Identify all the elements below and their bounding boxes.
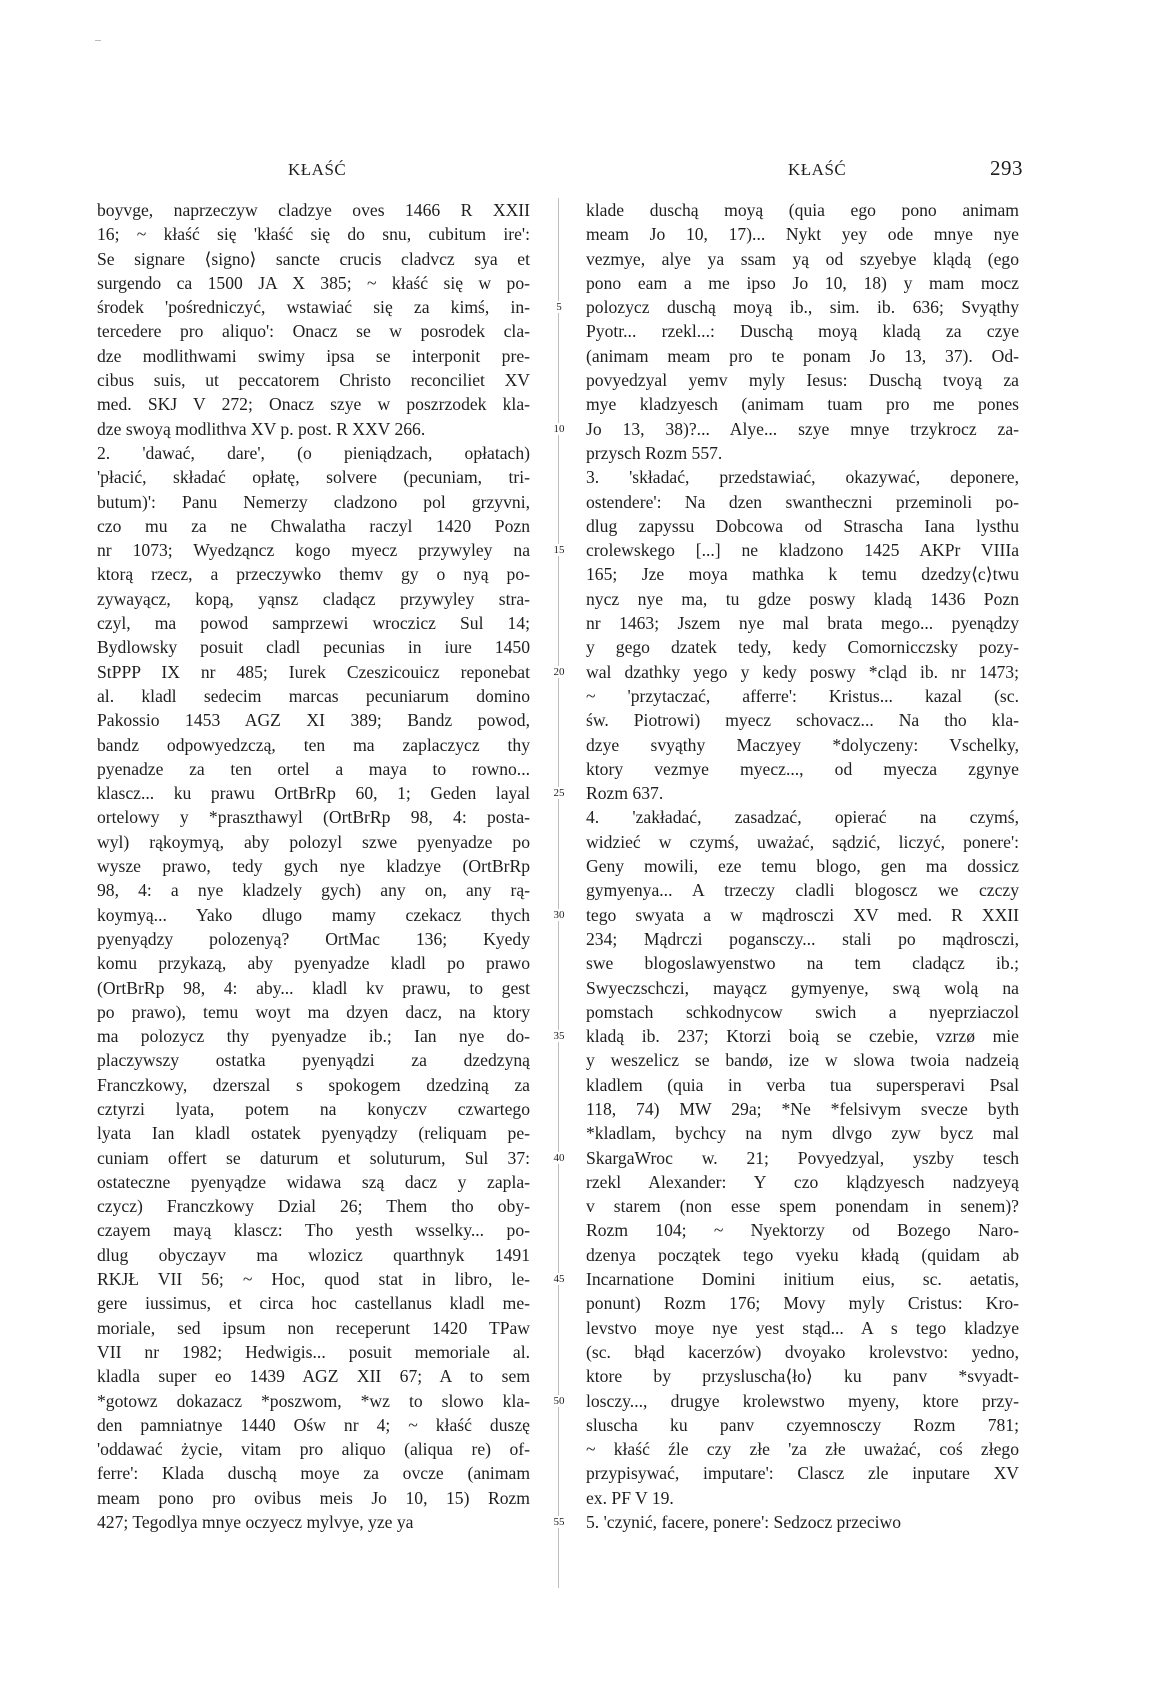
text-line: ~ 'przytaczać, afferre': Kristus... kazal (sc. <box>586 685 1019 706</box>
text-line: ktory vezmye myecz..., od myecza zgynye <box>586 758 1019 779</box>
text-line: kladą ib. 237; Ktorzi boią se czebie, vzrzø mie <box>586 1026 1019 1047</box>
text-line: Swyeczschczi, mayącz gymyenye, swą wolą na <box>586 977 1019 998</box>
text-line: mye kladzyesch (animam tuam pro me pones <box>586 394 1019 415</box>
text-line: meam pono pro ovibus meis Jo 10, 15) Rozm <box>97 1487 530 1508</box>
text-line: swe blogoslawyenstwo na tem cladącz ib.; <box>586 953 1019 974</box>
text-line: klade duschą moyą (quia ego pono animam <box>586 200 1019 220</box>
text-line: levstvo moye nye yest stąd... A s tego kladzye <box>586 1317 1019 1338</box>
text-line: polozycz duschą moyą ib., sim. ib. 636; Svyąthy <box>586 297 1019 318</box>
text-line: (OrtBrRp 98, 4: aby... kladl kv prawu, to gest <box>97 977 530 998</box>
text-line: ma polozycz thy pyenyadze ib.; Ian nye do- <box>97 1026 530 1047</box>
text-line: kladla super eo 1439 AGZ XII 67; A to sem <box>97 1366 530 1387</box>
text-line: Incarnatione Domini initium eius, sc. aetatis, <box>586 1269 1019 1290</box>
text-line: cibus suis, ut peccatorem Christo reconciliet XV <box>97 370 530 391</box>
text-line: ferre': Klada duschą moye za ovcze (animam <box>97 1463 530 1484</box>
line-number: 5 <box>548 301 570 313</box>
text-line: rzekl Alexander: Y czo klądzyesch nadzyeyą <box>586 1171 1019 1192</box>
text-line: pomstach schkodnycow swich a nyeprziaczol <box>586 1001 1019 1022</box>
text-line: ktore by przysluscha⟨ło⟩ ku panv *svyadt- <box>586 1366 1019 1387</box>
left-column <box>97 198 530 1534</box>
text-line: dlug zapyssu Dobcowa od Strascha Iana lysthu <box>586 515 1019 536</box>
text-line: wyl) rąkoymyą, aby polozyl szwe pyenyadze po <box>97 831 530 852</box>
text-line: 'oddawać życie, vitam pro aliquo (aliqua re) of- <box>97 1439 530 1460</box>
text-line: Jo 13, 38)?... Alye... szye mnye trzykrocz za- <box>586 418 1019 439</box>
text-line: sluscha ku panv czyemnosczy Rozm 781; <box>586 1414 1019 1435</box>
running-head-right: KŁAŚĆ <box>788 160 847 179</box>
text-line: butum)': Panu Nemerzy cladzono pol grzyvni, <box>97 491 530 512</box>
scan-mark <box>95 40 101 41</box>
text-line: lyata Ian kladl ostatek pyenyądzy (reliquam pe- <box>97 1123 530 1144</box>
text-line: po prawo), temu woyt ma dzyen dacz, na ktory <box>97 1001 530 1022</box>
text-line: (sc. błąd kacerzów) dvoyako krolevstvo: yedno, <box>586 1341 1019 1362</box>
text-line: dze modlithwami swimy ipsa se interponit pre- <box>97 345 530 366</box>
text-line: ponunt) Rozm 176; Movy myly Cristus: Kro- <box>586 1293 1019 1314</box>
text-line: povyedzyal yemv myly Iesus: Duschą tvoyą za <box>586 370 1019 391</box>
text-line: Bydlowsky posuit cladl pecunias in iure 1450 <box>97 637 530 658</box>
text-line: dze swoyą modlithva XV p. post. R XXV 266. <box>97 418 426 439</box>
text-line: crolewskego [...] ne kladzono 1425 AKPr VIIIa <box>586 540 1019 561</box>
text-line: losczy..., drugye krolewstwo myeny, ktore przy- <box>586 1390 1019 1411</box>
text-line: nr 1073; Wyedząncz kogo myecz przywyley na <box>97 540 530 561</box>
text-line: pyenadze za ten ortel a maya to rowno... <box>97 758 530 779</box>
line-number: 20 <box>548 666 570 678</box>
text-line: 2. 'dawać, dare', (o pieniądzach, opłatach) <box>97 442 530 463</box>
text-line: nr 1463; Jszem nye mal brata mego... pyenądzy <box>586 613 1019 634</box>
text-line: wal dzathky yego y kedy poswy *cląd ib. nr 1473; <box>586 661 1019 682</box>
line-number: 10 <box>548 423 570 435</box>
line-number: 40 <box>548 1152 570 1164</box>
text-line: y gego dzatek tedy, kedy Comornicczsky pozy- <box>586 637 1019 658</box>
text-line: 3. 'składać, przedstawiać, okazywać, deponere, <box>586 467 1019 488</box>
text-line: Franczkowy, dzerszal s spokogem dzedziną za <box>97 1074 530 1095</box>
text-line: gere iussimus, et circa hoc castellanus kladl me- <box>97 1293 530 1314</box>
text-line: tego swyata a w mądrosczi XV med. R XXII <box>586 904 1019 925</box>
text-line: komu przykazą, aby pyenyadze kladl po prawo <box>97 953 530 974</box>
text-line: pyenyądzy polozenyą? OrtMac 136; Kyedy <box>97 928 530 949</box>
text-line: Pakossio 1453 AGZ XI 389; Bandz powod, <box>97 710 530 731</box>
text-line: koymyą... Yako dlugo mamy czekacz thych <box>97 904 530 925</box>
text-line: Rozm 104; ~ Nyektorzy od Bozego Naro- <box>586 1220 1019 1241</box>
text-line: v starem (non esse spem ponendam in senem)? <box>586 1196 1019 1217</box>
line-number: 55 <box>548 1516 570 1528</box>
text-line: przysch Rozm 557. <box>586 442 723 463</box>
text-line: dlug obyczayv ma wlozicz quarthnyk 1491 <box>97 1244 530 1265</box>
text-line: VII nr 1982; Hedwigis... posuit memoriale al. <box>97 1341 530 1362</box>
text-line: RKJŁ VII 56; ~ Hoc, quod stat in libro, le- <box>97 1269 530 1290</box>
text-line: widzieć w czymś, uważać, sądzić, liczyć, ponere': <box>586 831 1019 852</box>
text-line: dzenya początek tego vyeku kładą (quidam ab <box>586 1244 1019 1265</box>
line-number: 45 <box>548 1273 570 1285</box>
right-column <box>586 198 1019 1534</box>
text-line: cztyrzi lyata, potem na konyczv czwartego <box>97 1098 530 1119</box>
text-line: ex. PF V 19. <box>586 1487 674 1508</box>
page-number: 293 <box>990 156 1023 180</box>
text-line: boyvge, naprzeczyw cladzye oves 1466 R XXII <box>97 200 530 220</box>
text-line: kladlem (quia in verba tua supersperavi Psal <box>586 1074 1019 1095</box>
line-number: 25 <box>548 787 570 799</box>
text-line: surgendo ca 1500 JA X 385; ~ kłaść się w po- <box>97 272 530 293</box>
text-line: cuniam offert se daturum et soluturum, Sul 37: <box>97 1147 530 1168</box>
text-line: StPPP IX nr 485; Iurek Czeszicouicz reponebat <box>97 661 530 682</box>
text-line: moriale, sed ipsum non receperunt 1420 TPaw <box>97 1317 530 1338</box>
text-line: wysze prawo, tedy gych nye kladzye (OrtBrRp <box>97 856 530 877</box>
text-line: Se signare ⟨signo⟩ sancte crucis cladvcz sya et <box>97 248 530 269</box>
running-head-left: KŁAŚĆ <box>288 160 347 179</box>
text-line: 5. 'czynić, facere, ponere': Sedzocz przeciwo <box>586 1512 902 1533</box>
text-line: ortelowy y *praszthawyl (OrtBrRp 98, 4: posta- <box>97 807 530 828</box>
text-line: den pamniatnye 1440 Ośw nr 4; ~ kłaść duszę <box>97 1414 530 1435</box>
text-line: dzye svyąthy Maczyey *dolyczeny: Vschelky, <box>586 734 1019 755</box>
text-line: 4. 'zakładać, zasadzać, opierać na czymś, <box>586 807 1019 828</box>
text-line: nycz nye ma, tu gdze poswy kladą 1436 Pozn <box>586 588 1019 609</box>
text-line: med. SKJ V 272; Onacz szye w poszrzodek kla- <box>97 394 530 415</box>
text-line: gymyenya... A trzeczy cladli blogoscz we czczy <box>586 880 1019 901</box>
text-line: *kladlam, bychcy na nym dlvgo zyw bycz mal <box>586 1123 1019 1144</box>
text-line: czyl, ma powod samprzewi wroczicz Sul 14; <box>97 613 530 634</box>
text-line: 118, 74) MW 29a; *Ne *felsivym svecze byth <box>586 1098 1019 1119</box>
line-number: 15 <box>548 544 570 556</box>
line-number: 30 <box>548 909 570 921</box>
text-line: przypisywać, imputare': Clascz zle inputare XV <box>586 1463 1019 1484</box>
text-line: 234; Mądrczi pogansczy... stali po mądrosczi, <box>586 928 1019 949</box>
text-line: ~ kłaść źle czy złe 'za złe uważać, coś złego <box>586 1439 1019 1460</box>
text-line: al. kladl sedecim marcas pecuniarum domino <box>97 685 530 706</box>
text-line: (animam meam pro te ponam Jo 13, 37). Od- <box>586 345 1019 366</box>
text-line: 98, 4: a nye kladzely gych) any on, any rą- <box>97 880 530 901</box>
text-line: 427; Tegodlya mnye oczyecz mylvye, yze ya <box>97 1512 414 1533</box>
text-line: 165; Jze moya mathka k temu dzedzy⟨c⟩twu <box>586 564 1019 585</box>
text-line: 'płacić, składać opłatę, solvere (pecuniam, tri- <box>97 467 530 488</box>
text-line: *gotowz dokazacz *poszwom, *wz to slowo kla- <box>97 1390 530 1411</box>
text-line: placzywszy ostatka pyenyądzi za dzedzyną <box>97 1050 530 1071</box>
text-line: pono eam a me ipso Jo 10, 18) y mam mocz <box>586 272 1019 293</box>
text-line: ostateczne pyenyądze widawa szą dacz y zapla- <box>97 1171 530 1192</box>
text-line: tercedere pro aliquo': Onacz se w posrodek cla- <box>97 321 530 342</box>
text-line: 16; ~ kłaść się 'kłaść się do snu, cubitum ire': <box>97 224 530 245</box>
text-line: czo mu za ne Chwalatha raczyl 1420 Pozn <box>97 515 530 536</box>
text-line: św. Piotrowi) myecz schovacz... Na tho kla- <box>586 710 1019 731</box>
text-line: Rozm 637. <box>586 783 664 804</box>
text-line: środek 'pośredniczyć, wstawiać się za kimś, in- <box>97 297 530 318</box>
text-line: Geny mowili, eze temu blogo, gen ma dossicz <box>586 856 1019 877</box>
text-line: Pyotr... rzekl...: Duschą moyą kladą za czye <box>586 321 1019 342</box>
column-divider <box>558 198 559 1588</box>
text-line: klascz... ku prawu OrtBrRp 60, 1; Geden layal <box>97 783 530 804</box>
text-line: meam Jo 10, 17)... Nykt yey ode mnye nye <box>586 224 1019 245</box>
text-line: SkargaWroc w. 21; Povyedzyal, yszby tesch <box>586 1147 1019 1168</box>
text-line: czayem mayą klascz: Tho yesth wsselky... po- <box>97 1220 530 1241</box>
text-line: ostendere': Na dzen swanthecznі przeminoli po- <box>586 491 1019 512</box>
text-line: ktorą rzecz, a przeczywko themv gy o nyą po- <box>97 564 530 585</box>
text-line: y weszelicz se bandø, ize w slowa twoia nadzeią <box>586 1050 1019 1071</box>
text-line: bandz odpowyedzczą, ten ma zaplaczycz thy <box>97 734 530 755</box>
line-number: 50 <box>548 1395 570 1407</box>
text-line: zywayącz, kopą, yąnsz cladącz przywyley stra- <box>97 588 530 609</box>
text-line: czycz) Franczkowy Dzial 26; Them tho oby- <box>97 1196 530 1217</box>
text-line: vezmye, alye ya ssam yą od szyebye klądą (ego <box>586 248 1019 269</box>
line-number: 35 <box>548 1030 570 1042</box>
